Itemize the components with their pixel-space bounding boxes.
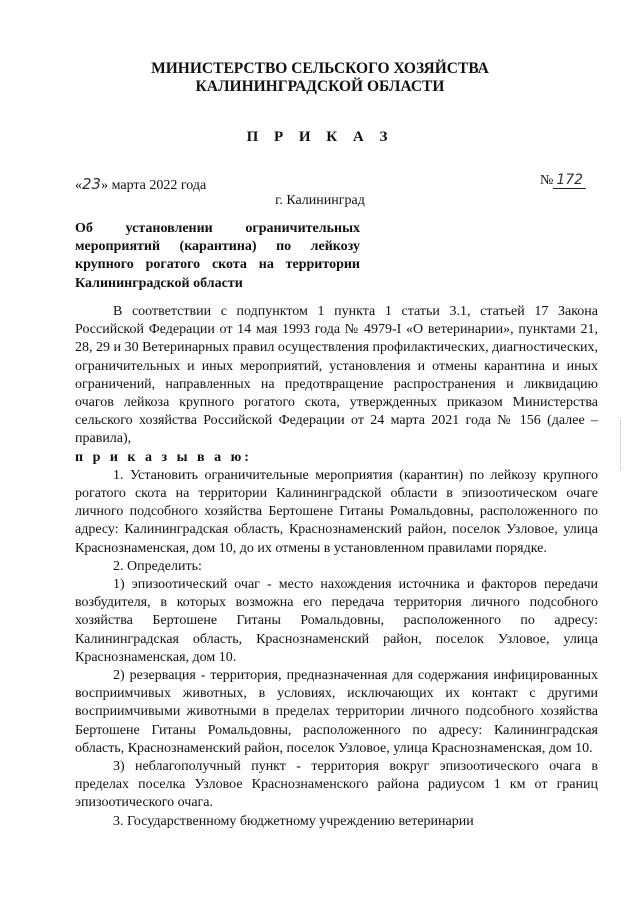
ministry-header	[0, 60, 640, 96]
document-subject: Об установлении ограничительных мероприятий (карантина) по лейкозу крупного рогатого скота на территории Калининградской области	[75, 221, 360, 291]
number-value-handwritten: 172	[553, 172, 586, 189]
document-title: П Р И К А З	[246, 129, 394, 145]
body-paragraph-1: 1. Установить ограничительные мероприятия (карантин) по лейкозу крупного рогатого скота на территории Калининградской области в эпизоотическом очаге личного подсобного хозяйства Бертошене Гитаны Ромальдовны, расположенного по адресу: Калининградская область, Краснознаменский район, поселок Узловое, улица Краснознаменская, дом 10, до их отмены в установленном правилами порядке.	[75, 467, 598, 556]
body-paragraph-3: 3. Государственному бюджетному учреждению ветеринарии	[113, 813, 474, 829]
body-intro	[75, 303, 598, 449]
body-intro-text: В соответствии с подпунктом 1 пункта 1 статьи 3.1, статьей 17 Закона Российской Федерации от 14 мая 1993 года № 4979-I «О ветеринарии», пунктами 21, 28, 29 и 30 Ветеринарных правил осуществления профилактических, диагностических, ограничительных и иных мероприятий, установления и отмены карантина и иных ограничений, направленных на предотвращение распространения и ликвидацию очагов лейкоза крупного рогатого скота, утвержденных приказом Министерства сельского хозяйства Российской Федерации от 24 марта 2021 года № 156 (далее – правила),	[75, 304, 598, 447]
date-close-quote: »	[101, 178, 109, 193]
document-body	[75, 303, 598, 831]
date-month-year: марта 2022 года	[111, 178, 207, 193]
margin-scan-mark	[620, 420, 623, 470]
document-date	[75, 175, 206, 194]
ministry-name-line-2: КАЛИНИНГРАДСКОЙ ОБЛАСТИ	[195, 78, 445, 95]
body-paragraph-2-1: 1) эпизоотический очаг - место нахождения источника и факторов передачи возбудителя, в которых возможна его передача территория личного подсобного хозяйства Бертошене Гитаны Ромальдовны, расположенного по адресу: Калининградская область, Краснознаменский район, поселок Узловое, улица Краснознаменская, дом 10.	[75, 577, 598, 665]
body-prikazyvayu	[75, 449, 598, 467]
date-day-handwritten: 23	[82, 175, 102, 193]
date-open-quote: «	[75, 178, 82, 193]
body-paragraph-2-2: 2) резервация - территория, предназначенная для содержания инфицированных восприимчивых животных, в условиях, исключающих их контакт с другими восприимчивыми животными в пределах территории личного подсобного хозяйства Бертошене Гитаны Ромальдовны, расположенного по адресу: Калининградская область, Краснознаменский район, поселок Узловое, улица Краснознаменская, дом 10.	[75, 668, 598, 756]
document-number	[540, 172, 586, 189]
document-city: г. Калининград	[275, 193, 365, 208]
body-paragraph-2-3: 3) неблагополучный пункт - территория вокруг эпизоотического очага в пределах поселка Узловое Краснознаменского района радиусом 1 км от границ эпизоотического очага.	[75, 759, 598, 811]
number-sign: №	[540, 173, 554, 188]
body-paragraph-2: 2. Определить:	[113, 558, 202, 574]
ministry-name-line-1: МИНИСТЕРСТВО СЕЛЬСКОГО ХОЗЯЙСТВА	[151, 60, 489, 77]
prikazyvayu-word: п р и к а з ы в а ю:	[75, 449, 252, 465]
